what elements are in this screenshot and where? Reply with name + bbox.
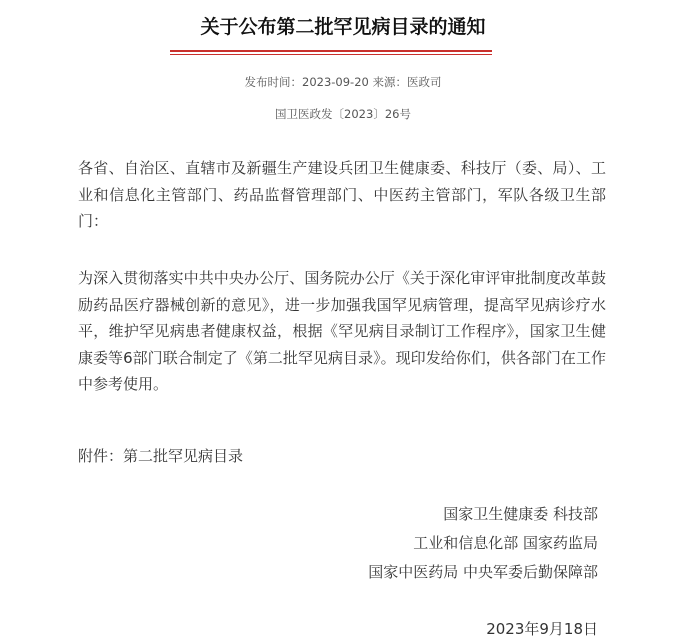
issue-date: 2023年9月18日 <box>486 620 598 638</box>
signatory-line: 工业和信息化部 国家药监局 <box>413 534 598 552</box>
document-title: 关于公布第二批罕见病目录的通知 <box>200 16 486 38</box>
title-divider-thin <box>170 54 492 55</box>
signatory-line: 国家卫生健康委 科技部 <box>443 505 598 523</box>
document-number: 国卫医政发〔2023〕26号 <box>275 107 411 121</box>
body-paragraph: 为深入贯彻落实中共中央办公厅、国务院办公厅《关于深化审评审批制度改革鼓励药品医疗器械创新的意见》，进一步加强我国罕见病管理，提高罕见病诊疗水平，维护罕见病患者健康权益，根据《罕见病目录制订工作程序》，国家卫生健康委等6部门联合制定了《第二批罕见病目录》。现印发给你们，供各部门在工作中参考使用。 <box>78 269 606 393</box>
title-divider-thick <box>170 50 492 52</box>
publish-meta: 发布时间：2023-09-20 来源：医政司 <box>244 75 442 89</box>
attachment-line: 附件：第二批罕见病目录 <box>78 447 244 465</box>
signatory-line: 国家中医药局 中央军委后勤保障部 <box>368 563 598 581</box>
addressee-paragraph: 各省、自治区、直辖市及新疆生产建设兵团卫生健康委、科技厅（委、局）、工业和信息化主管部门、药品监督管理部门、中医药主管部门，军队各级卫生部门： <box>78 159 606 230</box>
